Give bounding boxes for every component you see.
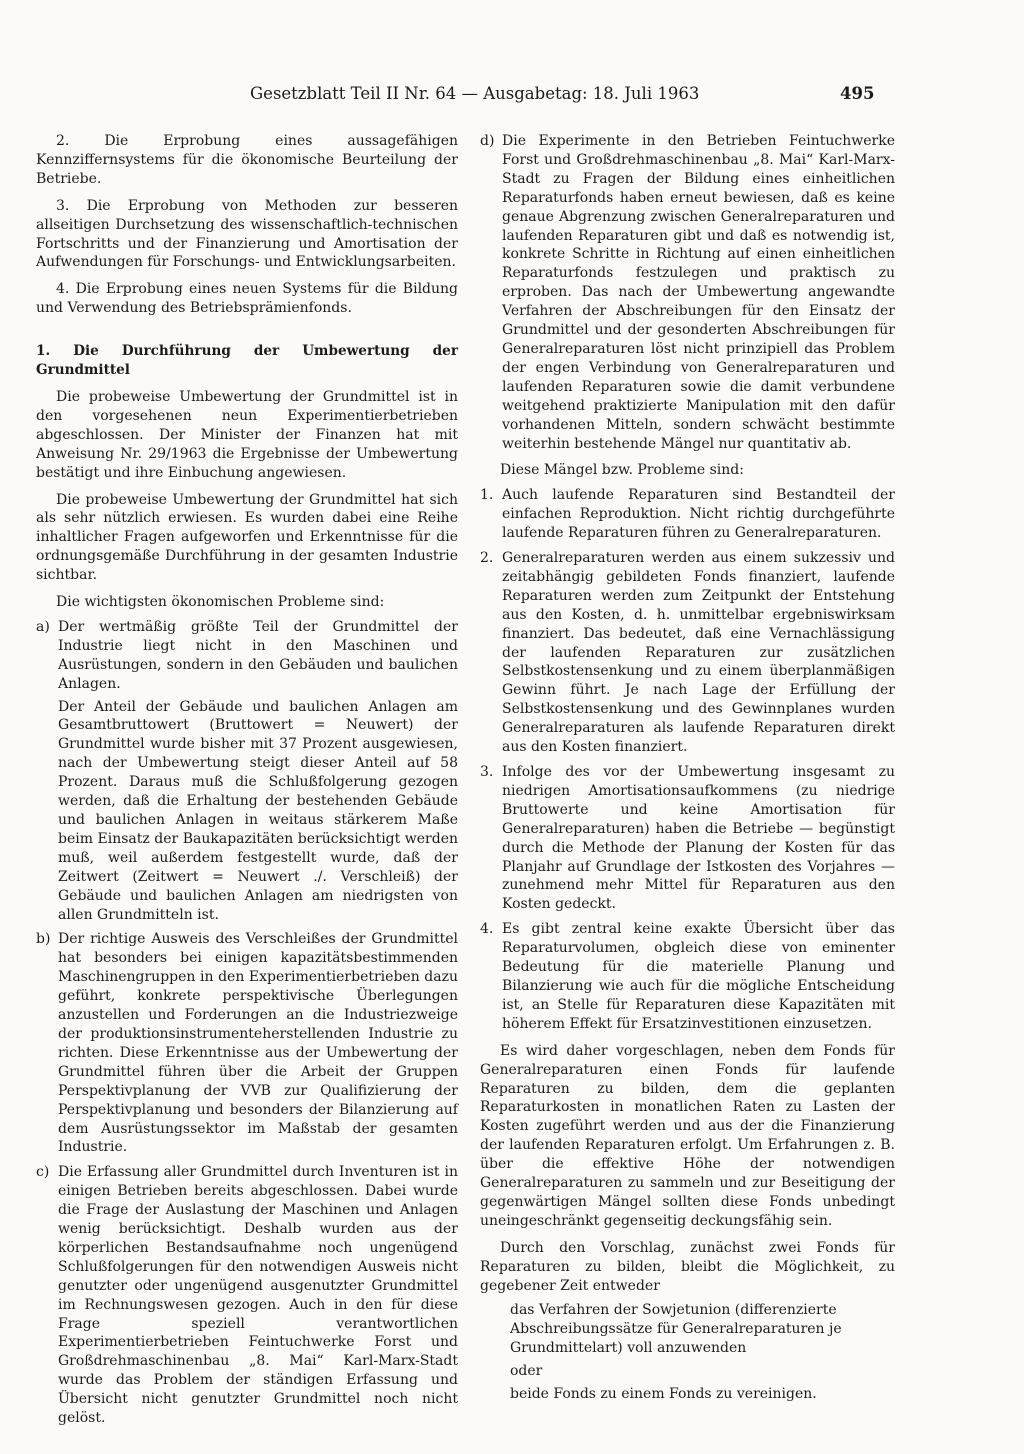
list-label: 2. [480, 550, 494, 567]
list-label: c) [36, 1164, 50, 1181]
list-text: Infolge des vor der Umbewertung insgesamt zu niedrigen Amortisationsaufkommens (zu niedrige Bruttowerte und keine Amortisation für Generalreparaturen) haben die Betriebe — begünstigt durch die Methode der Planung der Kosten für das Planjahr auf Grundlage der Istkosten des Vorjahres — zunehmend mehr Mittel für Reparaturen aus den Kosten gedeckt. [502, 764, 895, 913]
list-item [480, 549, 895, 757]
paragraph: Die probeweise Umbewertung der Grundmittel hat sich als sehr nützlich erwiesen. Es wurden dabei eine Reihe inhaltlicher Fragen aufgeworfen und Erkenntnisse für die ordnungsgemäße Durchführung in der gesamten Industrie sichtbar. [36, 491, 458, 584]
alternative-text: das Verfahren der Sowjetunion (differenzierte Abschreibungssätze für Generalreparaturen je Grundmittelart) voll anzuwenden [510, 1302, 842, 1357]
paragraph: Die wichtigsten ökonomischen Probleme sind: [56, 594, 385, 611]
list-label: 3. [480, 764, 494, 780]
list-text: Es gibt zentral keine exakte Übersicht über das Reparaturvolumen, obgleich diese von eminenter Bedeutung für die materielle Planung und Bilanzierung wie auch für die mögliche Entscheidung ist, an Stelle für Reparaturen diese Kapazitäten mit höherem Effekt für Ersatzinvestitionen einzusetzen. [502, 921, 895, 1032]
paragraph: Durch den Vorschlag, zunächst zwei Fonds für Reparaturen zu bilden, bleibt die Möglichkeit, zu gegebener Zeit entweder [480, 1239, 895, 1294]
left-column [36, 132, 458, 1428]
list-text: Der richtige Ausweis des Verschleißes der Grundmittel hat besonders bei einigen kapazitätsbestimmenden Maschinengruppen in den Experimentierbetrieben dazu geführt, konkrete perspektivische Überlegungen anzustellen und Forderungen an die Industriezweige der produktionsinstrumenteherstellenden Industrie zu richten. Diese Erkenntnisse aus der Umbewertung der Grundmittel führen über die Arbeit der Gruppen Perspektivplanung der VVB zur Qualifizierung der Perspektivplanung und besonders der Bilanzierung auf dem Ausrüstungssektor im Maßstab der gesamten Industrie. [58, 931, 458, 1156]
list-text: Die Erfassung aller Grundmittel durch Inventuren ist in einigen Betrieben bereits abgeschlossen. Dabei wurde die Frage der Auslastung der Maschinen und Anlagen wenig berücksichtigt. Deshalb wurden aus der körperlichen Bestandsaufnahme noch ungenügend Schlußfolgerungen für den notwendigen Ausweis nicht genutzter oder ungenügend ausgenutzter Grundmittel im Rechnungswesen gezogen. Auch in den für diese Frage speziell verantwortlichen Experimentierbetrieben Feintuchwerke Forst und Großdrehmaschinenbau „8. Mai“ Karl-Marx-Stadt wurde das Problem der ständigen Erfassung und Übersicht nicht genutzter Grundmittel noch nicht gelöst. [58, 1164, 458, 1427]
alternative-text: beide Fonds zu einem Fonds zu vereinigen. [510, 1386, 817, 1403]
paragraph: 3. Die Erprobung von Methoden zur besseren allseitigen Durchsetzung des wissenschaftlich-technischen Fortschritts und der Finanzierung und Amortisation der Aufwendungen für Forschungs- und Entwicklungsarbeiten. [36, 197, 458, 271]
list-subparagraph: Der Anteil der Gebäude und baulichen Anlagen am Gesamtbruttowert (Bruttowert = Neuwert) der Grundmittel wurde bisher mit 37 Prozent ausgewiesen, nach der Umbewertung steigt dieser Anteil auf 58 Prozent. Daraus muß die Schlußfolgerung gezogen werden, daß die Erhaltung der bestehenden Gebäude und baulichen Anlagen in weitaus stärkerem Maße beim Einsatz der Baukapazitäten berücksichtigt werden muß, weil außerdem festgestellt wurde, daß der Zeitwert (Zeitwert = Neuwert ./. Verschleiß) der Gebäude und baulichen Anlagen am niedrigsten von allen Grundmitteln ist. [58, 698, 458, 923]
paragraph: 2. Die Erprobung eines aussagefähigen Kennziffernsystems für die ökonomische Beurteilung der Betriebe. [36, 133, 458, 187]
list-text: Die Experimente in den Betrieben Feintuchwerke Forst und Großdrehmaschinenbau „8. Mai“ Karl-Marx-Stadt zu Fragen der Bildung eines einheitlichen Reparaturfonds haben erneut bewiesen, daß es keine genaue Abgrenzung zwischen Generalreparaturen und laufenden Reparaturen gibt und daß es notwendig ist, konkrete Schritte in Richtung auf einen einheitlichen Reparaturfonds festzulegen und praktisch zu erproben. Das nach der Umbewertung angewandte Verfahren der Abschreibungen für den Einsatz der Grundmittel und der gesonderten Abschreibungen für Generalreparaturen löst nicht prinzipiell das Problem der engen Verbindung von Generalreparaturen und laufenden Reparaturen sowie die damit verbundene weitgehend praktizierte Manipulation mit den dafür vorhandenen Mitteln, sondern schwächt bestimmte weiterhin bestehende Mängel nur quantitativ ab. [502, 133, 895, 452]
list-text: Auch laufende Reparaturen sind Bestandteil der einfachen Reproduktion. Nicht richtig durchgeführte laufende Reparaturen führen zu Generalreparaturen. [502, 487, 895, 542]
conjunction-text: oder [510, 1363, 543, 1380]
list-item [480, 763, 895, 914]
list-item [36, 930, 458, 1157]
paragraph: Diese Mängel bzw. Probleme sind: [500, 462, 744, 479]
list-label: 4. [480, 921, 494, 938]
list-label: a) [36, 618, 50, 635]
list-item [36, 618, 458, 694]
right-column [480, 132, 895, 1404]
list-item [480, 920, 895, 1033]
section-heading: 1. Die Durchführung der Umbewertung der Grundmittel [36, 343, 458, 379]
list-text: Generalreparaturen werden aus einem sukzessiv und zeitabhängig gebildeten Fonds finanziert, laufende Reparaturen werden zum Zeitpunkt der Entstehung aus den Kosten, d. h. unmittelbar ergebniswirksam finanziert. Das bedeutet, daß eine Vernachlässigung der laufenden Reparaturen zur zusätzlichen Selbstkostensenkung und zu einem überplanmäßigen Gewinn führt. Je nach Lage der Erfüllung der Selbstkostensenkung und des Gewinnplanes wurden Generalreparaturen als laufende Reparaturen direkt aus den Kosten finanziert. [502, 550, 895, 756]
list-item [480, 486, 895, 543]
paragraph: Die probeweise Umbewertung der Grundmittel ist in den vorgesehenen neun Experimentierbetrieben abgeschlossen. Der Minister der Finanzen hat mit Anweisung Nr. 29/1963 die Ergebnisse der Umbewertung bestätigt und ihre Einbuchung angewiesen. [36, 388, 458, 481]
alternatives-block [510, 1301, 895, 1404]
page-header [0, 84, 1024, 112]
list-label: d) [480, 133, 495, 149]
list-item [480, 132, 895, 453]
list-text: Der wertmäßig größte Teil der Grundmittel der Industrie liegt nicht in den Maschinen und Ausrüstungen, sondern in den Gebäuden und baulichen Anlagen. [58, 618, 458, 692]
page-number: 495 [840, 84, 875, 103]
list-label: b) [36, 931, 51, 948]
list-label: 1. [480, 487, 494, 504]
header-title: Gesetzblatt Teil II Nr. 64 — Ausgabetag: 18. Juli 1963 [250, 84, 700, 103]
paragraph: 4. Die Erprobung eines neuen Systems für die Bildung und Verwendung des Betriebsprämienfonds. [36, 281, 458, 317]
paragraph: Es wird daher vorgeschlagen, neben dem Fonds für Generalreparaturen einen Fonds für laufende Reparaturen zu bilden, dem die geplanten Reparaturkosten in monatlichen Raten zu Lasten der Kosten zugeführt werden und aus der die Finanzierung der laufenden Reparaturen erfolgt. Um Erfahrungen z. B. über die effektive Höhe der notwendigen Generalreparaturen zu sammeln und zur Beseitigung der gegenwärtigen Mängel sollten diese Fonds unbedingt uneingeschränkt gegenseitig deckungsfähig sein. [480, 1042, 895, 1229]
list-item [36, 1163, 458, 1428]
